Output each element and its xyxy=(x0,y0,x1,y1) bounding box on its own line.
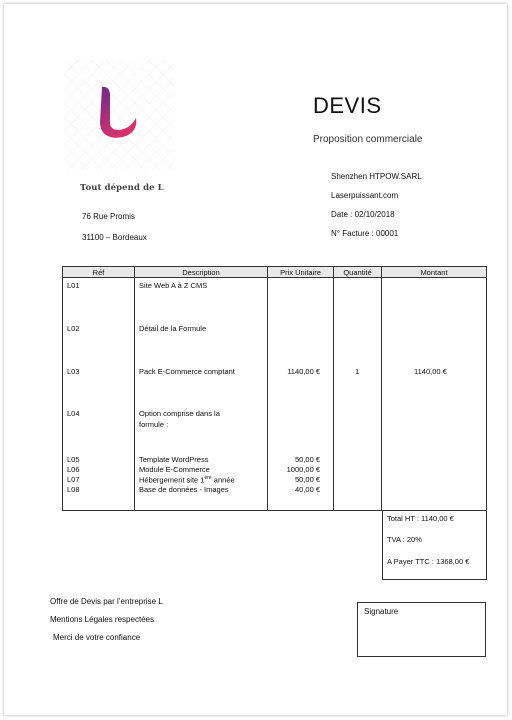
header-unit-price: Prix Unitaire xyxy=(268,267,334,278)
total-ttc: A Payer TTC : 1368,00 € xyxy=(387,557,470,566)
ref-l03: L03 xyxy=(67,367,80,376)
ref-l06: L06 xyxy=(67,465,80,474)
desc-l02: Détail de la Formule xyxy=(139,324,207,333)
total-ht: Total HT : 1140,00 € xyxy=(387,514,454,523)
ref-l02: L02 xyxy=(67,324,80,333)
ref-l08: L08 xyxy=(67,485,80,494)
desc-l04-line1: Option comprise dans la xyxy=(139,409,220,418)
client-website: Laserpuissant.com xyxy=(331,191,399,200)
amount-l03: 1140,00 € xyxy=(414,367,447,376)
price-l06: 1000,00 € xyxy=(286,465,320,474)
ref-l01: L01 xyxy=(67,281,80,290)
client-name: Shenzhen HTPOW.SARL xyxy=(331,172,422,181)
items-table xyxy=(62,266,487,511)
document-subtitle: Proposition commerciale xyxy=(313,134,423,145)
header-quantity: Quantité xyxy=(334,267,382,278)
amount-column xyxy=(382,278,487,511)
signature-box[interactable] xyxy=(357,602,486,657)
ref-l07: L07 xyxy=(67,475,80,484)
desc-l08: Base de données - Images xyxy=(139,485,229,494)
ref-column xyxy=(63,278,135,511)
price-l05: 50,00 € xyxy=(294,455,320,464)
price-l08: 40,00 € xyxy=(294,485,320,494)
invoice-number: N° Facture : 00001 xyxy=(331,229,399,238)
company-tagline: Tout dépend de L xyxy=(80,183,164,193)
quantity-l03: 1 xyxy=(355,367,360,376)
company-logo xyxy=(64,60,174,170)
desc-l04-line2: formule : xyxy=(139,420,169,429)
signature-label: Signature xyxy=(364,607,399,616)
legal-note: Mentions Légales respectées xyxy=(50,615,155,624)
desc-l07: Hébergement site 1ère année xyxy=(139,475,235,485)
header-description: Description xyxy=(135,267,268,278)
document-title: DEVIS xyxy=(313,93,382,118)
description-column xyxy=(135,278,268,511)
header-ref: Réf xyxy=(63,267,135,278)
header-amount: Montant xyxy=(382,267,487,278)
thanks-note: Merci de votre confiance xyxy=(53,633,141,642)
quantity-column xyxy=(334,278,382,511)
ref-l04: L04 xyxy=(67,409,80,418)
price-l03: 1140,00 € xyxy=(287,367,320,376)
desc-l05: Template WordPress xyxy=(139,455,209,464)
desc-l06: Module E-Commerce xyxy=(139,465,210,474)
invoice-date: Date : 02/10/2018 xyxy=(331,210,395,219)
totals-box xyxy=(382,510,487,580)
offer-note: Offre de Devis par l’entreprise L xyxy=(50,597,163,606)
company-street: 76 Rue Promis xyxy=(82,212,135,221)
ref-l05: L05 xyxy=(67,455,80,464)
tva-rate: TVA : 20% xyxy=(387,535,422,544)
unit-price-column xyxy=(268,278,334,511)
price-l07: 50,00 € xyxy=(294,475,320,484)
company-city: 31100 – Bordeaux xyxy=(82,233,147,242)
desc-l01: Site Web A à Z CMS xyxy=(139,281,208,290)
desc-l03: Pack E-Commerce comptant xyxy=(139,367,235,376)
